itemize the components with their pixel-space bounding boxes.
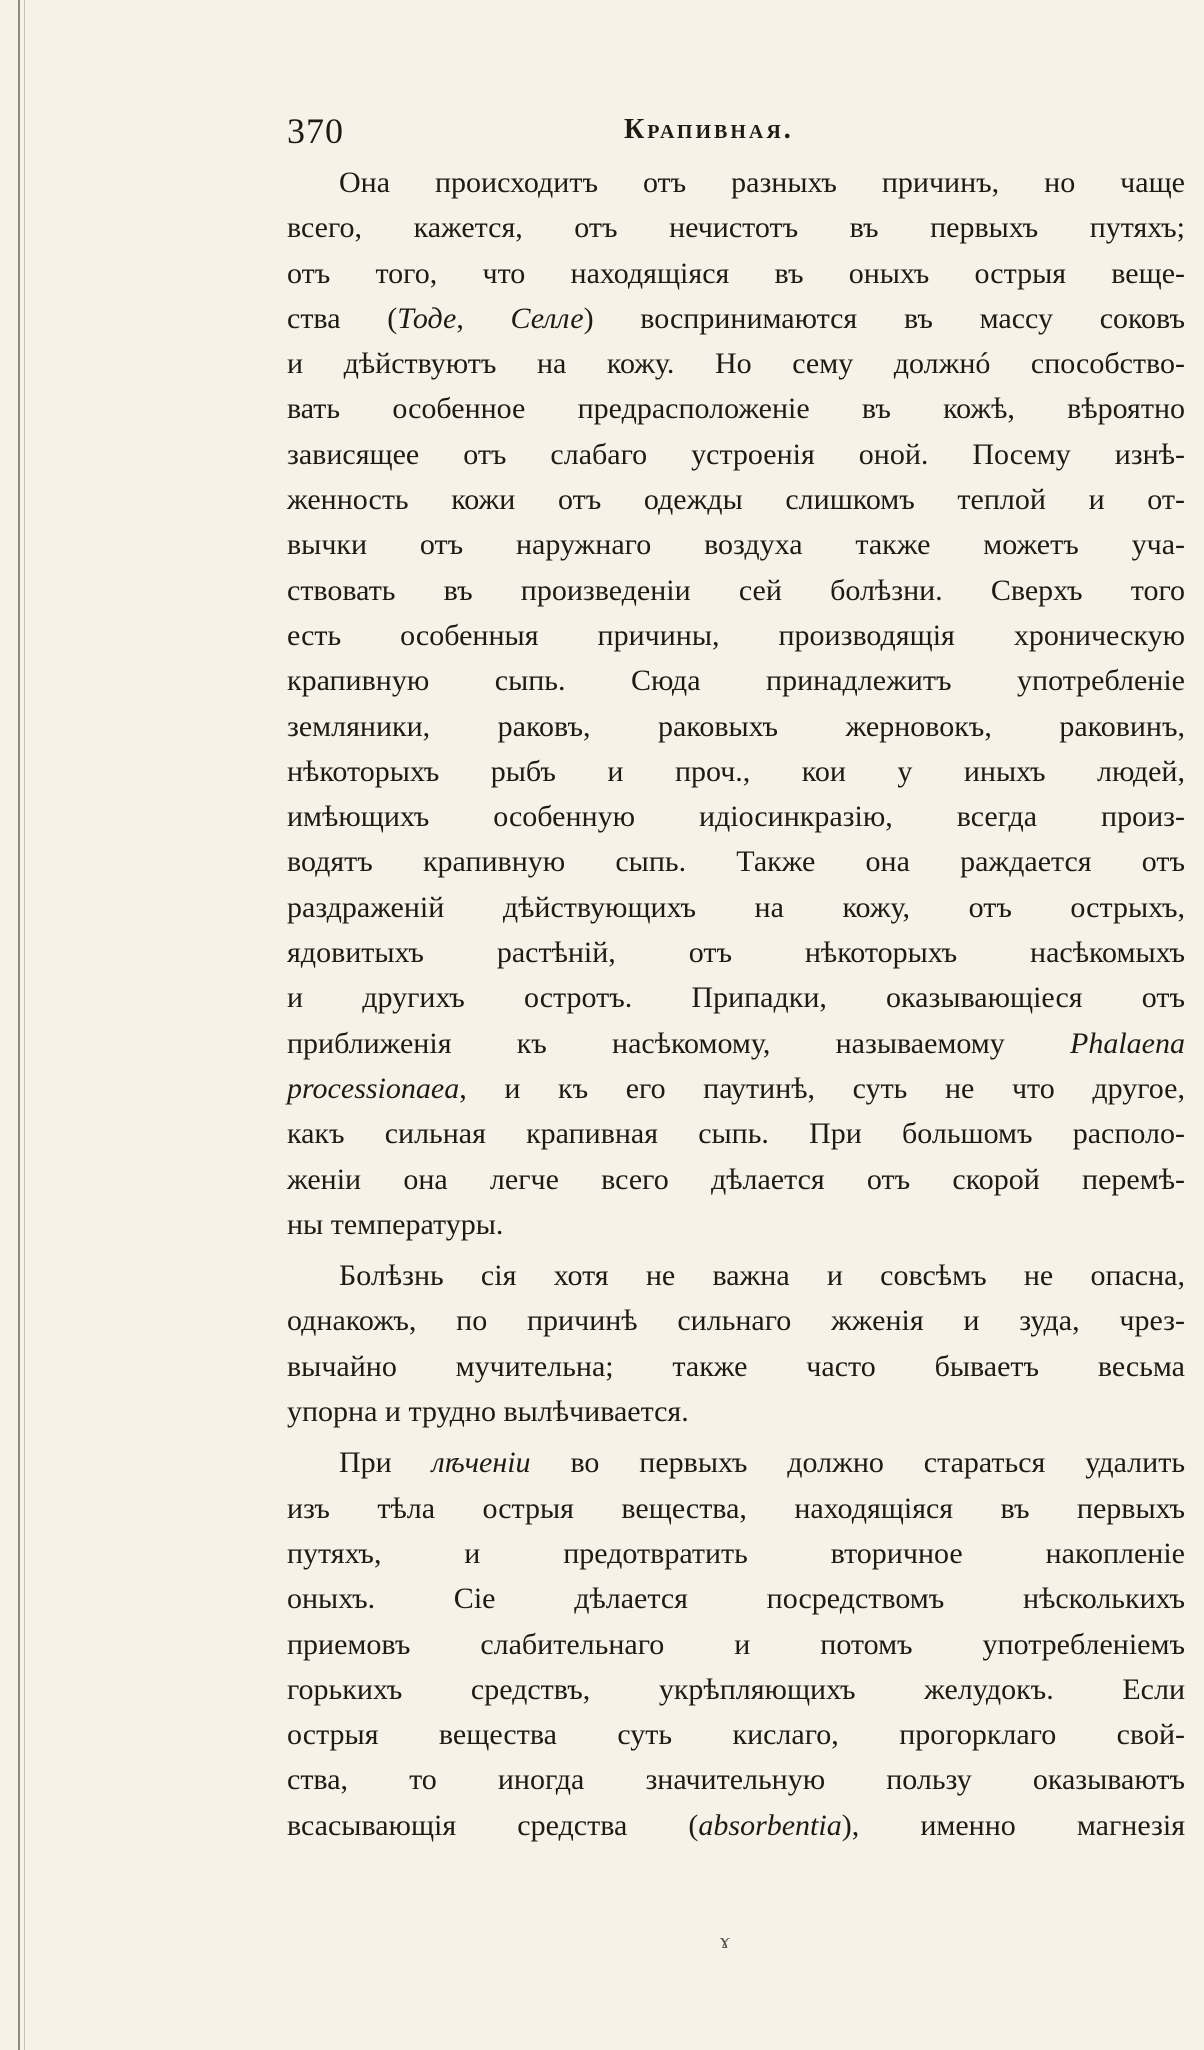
text-line: ны температуры. [287, 1207, 504, 1241]
paragraph [287, 1440, 1185, 1848]
text-line: ства (Тоде, Селле) воспринимаются въ массу соковъ [287, 301, 1185, 335]
text-line: женность кожи отъ одежды слишкомъ теплой и от- [287, 483, 1185, 517]
text-line: изъ тѣла острыя вещества, находящіяся въ первыхъ [287, 1491, 1185, 1525]
page-edge-line [18, 0, 20, 2050]
text-line: и другихъ остротъ. Припадки, оказывающіеся отъ [287, 981, 1185, 1015]
text-line: водятъ крапивную сыпь. Также она раждается отъ [287, 845, 1185, 879]
text-line: вать особенное предрасположеніе въ кожѣ, вѣроятно [287, 392, 1185, 426]
text-line: Она происходитъ отъ разныхъ причинъ, но чаще [339, 166, 1185, 199]
page-edge-shadow [24, 0, 25, 2050]
text-line: раздраженій дѣйствующихъ на кожу, отъ острыхъ, [287, 890, 1185, 924]
text-line: горькихъ средствъ, укрѣпляющихъ желудокъ. Если [287, 1672, 1185, 1706]
text-line: женіи она легче всего дѣлается отъ скорой перемѣ- [287, 1162, 1185, 1196]
text-line: земляники, раковъ, раковыхъ жерновокъ, раковинъ, [287, 709, 1185, 743]
text-line: вычайно мучительна; также часто бываетъ весьма [287, 1349, 1185, 1383]
text-line: какъ сильная крапивная сыпь. При большомъ располо- [287, 1117, 1185, 1151]
text-line: processionaea, и къ его паутинѣ, суть не что другое, [287, 1071, 1185, 1105]
text-line: ства, то иногда значительную пользу оказываютъ [287, 1763, 1185, 1797]
text-line: путяхъ, и предотвратить вторичное накопленіе [287, 1536, 1185, 1570]
text-line: всего, кажется, отъ нечистотъ въ первыхъ путяхъ; [287, 211, 1185, 245]
text-line: однакожъ, по причинѣ сильнаго жженія и зуда, чрез- [287, 1304, 1185, 1338]
text-line: крапивную сыпь. Сюда принадлежитъ употребленіе [287, 664, 1185, 698]
text-line: упорна и трудно вылѣчивается. [287, 1395, 689, 1429]
text-line: есть особенныя причины, производящія хроническую [287, 618, 1185, 652]
text-line: Болѣзнь сія хотя не важна и совсѣмъ не опасна, [339, 1259, 1185, 1293]
signature-mark: ɤ [720, 1928, 730, 1953]
text-line: оныхъ. Сіе дѣлается посредствомъ нѣсколькихъ [287, 1582, 1185, 1616]
text-line: зависящее отъ слабаго устроенія оной. Посему изнѣ- [287, 437, 1185, 471]
paragraph [287, 1253, 1185, 1434]
text-line: всасывающія средства (absorbentia), именно магнезія [287, 1808, 1185, 1842]
text-line: ствовать въ произведеніи сей болѣзни. Сверхъ того [287, 573, 1185, 607]
page-number: 370 [287, 111, 344, 151]
text-line: При лѣченіи во первыхъ должно стараться удалить [339, 1446, 1185, 1480]
body-text [287, 160, 1185, 1848]
text-line: отъ того, что находящіяся въ оныхъ острыя веще- [287, 256, 1185, 290]
text-line: приемовъ слабительнаго и потомъ употребленіемъ [287, 1627, 1185, 1661]
text-line: острыя вещества суть кислаго, прогорклаго свой- [287, 1718, 1185, 1752]
text-line: и дѣйствуютъ на кожу. Но сему должнó способство- [287, 347, 1185, 381]
text-line: нѣкоторыхъ рыбъ и проч., кои у иныхъ людей, [287, 754, 1185, 788]
text-line: ядовитыхъ растѣній, отъ нѣкоторыхъ насѣкомыхъ [287, 936, 1185, 970]
running-title: Крапивная. [624, 114, 794, 145]
paragraph [287, 160, 1185, 1247]
text-line: вычки отъ наружнаго воздуха также можетъ уча- [287, 528, 1185, 562]
text-line: приближенія къ насѣкомому, называемому Phalaena [287, 1026, 1185, 1060]
text-line: имѣющихъ особенную идіосинкразію, всегда произ- [287, 800, 1185, 834]
page-header [287, 110, 1167, 160]
